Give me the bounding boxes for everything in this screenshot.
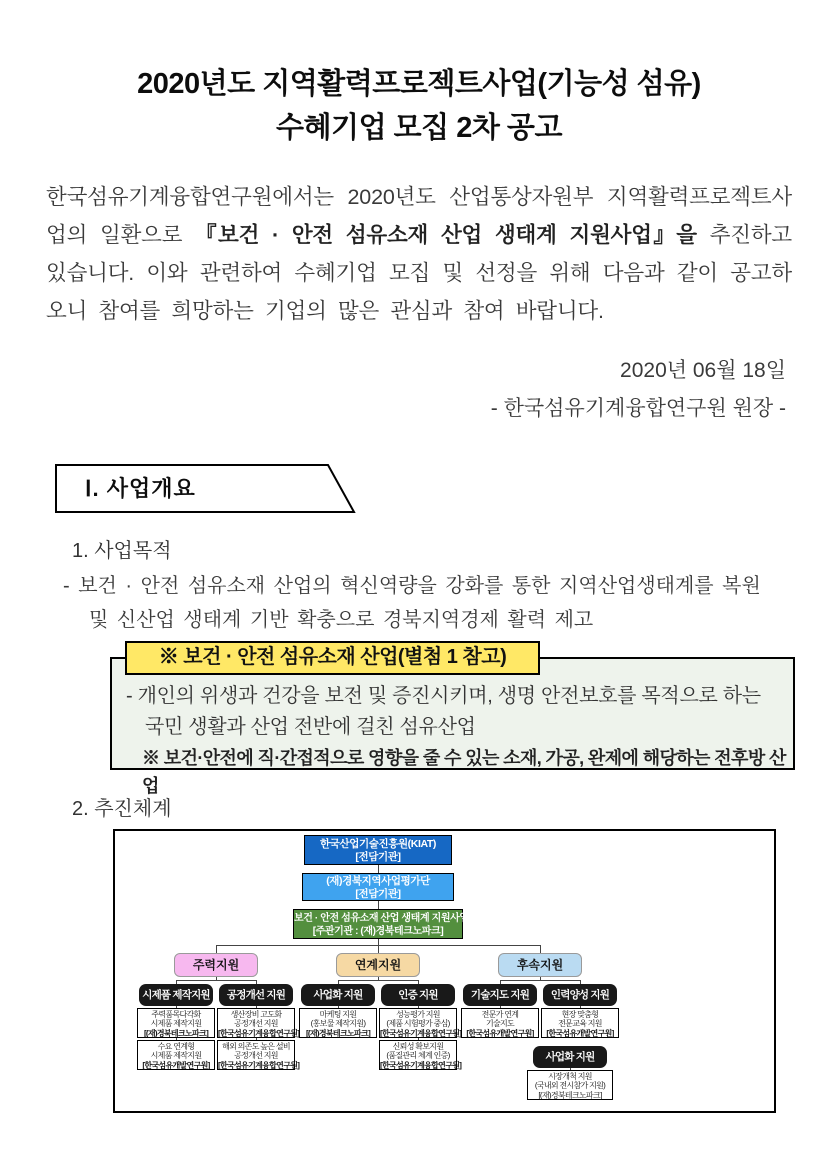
branch-header-main-support: 주력지원 (174, 953, 258, 977)
detail-org: [(재)경북테크노파크] (305, 1028, 371, 1038)
detail-line: 시제품 제작지원 (150, 1019, 202, 1029)
kiat-box-role: [전담기관] (355, 850, 401, 863)
detail-org: [한국섬유기계융합연구원] (218, 1060, 300, 1070)
support-box-commercialize: 사업화 지원 (301, 984, 375, 1006)
date-block (46, 352, 792, 428)
connector-line (418, 980, 419, 984)
industry-note-label: ※ 보건 · 안전 섬유소재 산업(별첨 1 참고) (125, 641, 540, 675)
detail-line: 전문가 연계 (481, 1009, 519, 1019)
connector-line (176, 980, 177, 984)
detail-box (461, 1008, 539, 1038)
support-box-process: 공정개선 지원 (219, 984, 293, 1006)
connector-line (378, 901, 379, 909)
detail-line: 전문교육 지원 (558, 1019, 602, 1029)
connector-line (338, 980, 339, 984)
evaluation-group-role: [전담기관] (355, 887, 401, 900)
support-box-certification: 인증 지원 (381, 984, 455, 1006)
evaluation-group-name: (재)경북지역사업평가단 (326, 874, 430, 887)
detail-box (379, 1008, 462, 1038)
connector-line (338, 980, 418, 981)
detail-line: 공정개선 지원 (234, 1051, 278, 1061)
detail-line: 공정개선 지원 (234, 1019, 278, 1029)
industry-note-line2: 국민 생활과 산업 전반에 걸친 섬유산업 (145, 715, 476, 738)
kiat-box-name: 한국산업기술진흥원(KIAT) (320, 837, 436, 850)
intro-text-pre: 한국섬유기계융합연구원에서는 2020년도 산업통상자원부 지역활력프로젝트사업의 일환으로 (46, 185, 792, 247)
detail-box (379, 1040, 462, 1070)
support-box-tech-guidance: 기술지도 지원 (463, 984, 537, 1006)
support-box-hr-training: 인력양성 지원 (543, 984, 617, 1006)
detail-line: 주력품목다각화 (151, 1009, 201, 1019)
detail-org: [한국섬유기계융합연구원] (380, 1028, 462, 1038)
detail-box (137, 1008, 215, 1038)
detail-line: 현장 맞춤형 (561, 1009, 599, 1019)
announcement-date: 2020년 06월 18일 (620, 358, 786, 382)
document-title-line1: 2020년도 지역활력프로젝트사업(기능성 섬유) (137, 68, 701, 100)
detail-line: 수요 연계형 (157, 1041, 195, 1051)
connector-line (176, 980, 256, 981)
kiat-box (304, 835, 452, 865)
purpose-bullet-line2: 및 신산업 생태계 기반 확충으로 경북지역경제 활력 제고 (89, 608, 594, 631)
program-box (293, 909, 469, 939)
connector-line (378, 945, 379, 953)
detail-line: (국내외 전시참가 지원) (534, 1081, 606, 1091)
connector-line (500, 980, 501, 984)
signer-line: - 한국섬유기계융합연구원 원장 - (490, 396, 786, 420)
connector-line (580, 980, 581, 984)
detail-box (217, 1040, 300, 1070)
document-title (46, 62, 792, 150)
detail-line: 시제품 제작지원 (150, 1051, 202, 1061)
detail-line: 시장개척 지원 (548, 1071, 592, 1081)
detail-org: [(재)경북테크노파크] (538, 1090, 602, 1100)
detail-line: (제품 시험평가 중심) (386, 1019, 450, 1029)
detail-org: [한국섬유기계융합연구원] (218, 1028, 300, 1038)
detail-line: 신뢰성 확보지원 (392, 1041, 444, 1051)
program-box-name: 보건 · 안전 섬유소재 산업 생태계 지원사업 (294, 912, 469, 924)
detail-org: [한국섬유개발연구원] (546, 1028, 614, 1038)
support-box-prototype: 시제품 제작지원 (139, 984, 213, 1006)
detail-org: [한국섬유기계융합연구원] (380, 1060, 462, 1070)
subsection-2-title: 2. 추진체계 (72, 797, 172, 820)
detail-line: 생산장비 고도화 (230, 1009, 282, 1019)
detail-box (137, 1040, 215, 1070)
section-banner (55, 464, 365, 514)
industry-note-line3: ※ 보건·안전에 직·간접적으로 영향을 줄 수 있는 소재, 가공, 완제에 해당하는 전후방 산업 (142, 747, 786, 796)
connector-line (540, 945, 541, 953)
branch-header-linked-support: 연계지원 (336, 953, 420, 977)
detail-box (541, 1008, 619, 1038)
detail-box (299, 1008, 377, 1038)
connector-line (216, 945, 217, 953)
support-box-commercialize-extra: 사업화 지원 (533, 1046, 607, 1068)
org-chart (113, 829, 776, 1113)
detail-box (217, 1008, 300, 1038)
section-banner-title: Ⅰ. 사업개요 (85, 475, 196, 501)
branch-header-followup-support: 후속지원 (498, 953, 582, 977)
connector-line (500, 980, 580, 981)
industry-note-box (110, 645, 795, 796)
detail-line: 기술지도 (485, 1019, 515, 1029)
intro-paragraph (46, 178, 792, 330)
purpose-bullet (63, 569, 792, 637)
detail-org: [한국섬유개발연구원] (466, 1028, 534, 1038)
detail-line: 성능평가 지원 (396, 1009, 440, 1019)
connector-line (378, 865, 379, 873)
subsection-1-title: 1. 사업목적 (72, 539, 172, 562)
purpose-bullet-line1: - 보건 · 안전 섬유소재 산업의 혁신역량을 강화를 통한 지역산업생태계를 복원 (63, 574, 761, 597)
intro-text-program-name: 『보건 · 안전 섬유소재 산업 생태계 지원사업』을 (195, 223, 697, 247)
detail-line: 해외 의존도 높은 설비 (222, 1041, 290, 1051)
document-content (0, 62, 838, 1113)
detail-line: (품질관리 체계 인증) (386, 1051, 450, 1061)
document-title-line2: 수혜기업 모집 2차 공고 (276, 112, 562, 144)
detail-line: (홍보물 제작지원) (310, 1019, 366, 1029)
detail-org: [(재)경북테크노파크] (143, 1028, 209, 1038)
detail-box (527, 1070, 613, 1100)
program-box-role: [주관기관 : (재)경북테크노파크] (312, 925, 444, 937)
evaluation-group-box (302, 873, 454, 901)
industry-note-line1: - 개인의 위생과 건강을 보전 및 증진시키며, 생명 안전보호를 목적으로 하는 (126, 684, 761, 707)
detail-line: 마케팅 지원 (319, 1009, 357, 1019)
connector-line (256, 980, 257, 984)
intro-text-post: 추진하고 있습니다. 이와 관련하여 수혜기업 모집 및 선정을 위해 다음과 같이 공고하오니 참여를 희망하는 기업의 많은 관심과 참여 바랍니다. (46, 223, 792, 323)
detail-org: [한국섬유개발연구원] (142, 1060, 210, 1070)
